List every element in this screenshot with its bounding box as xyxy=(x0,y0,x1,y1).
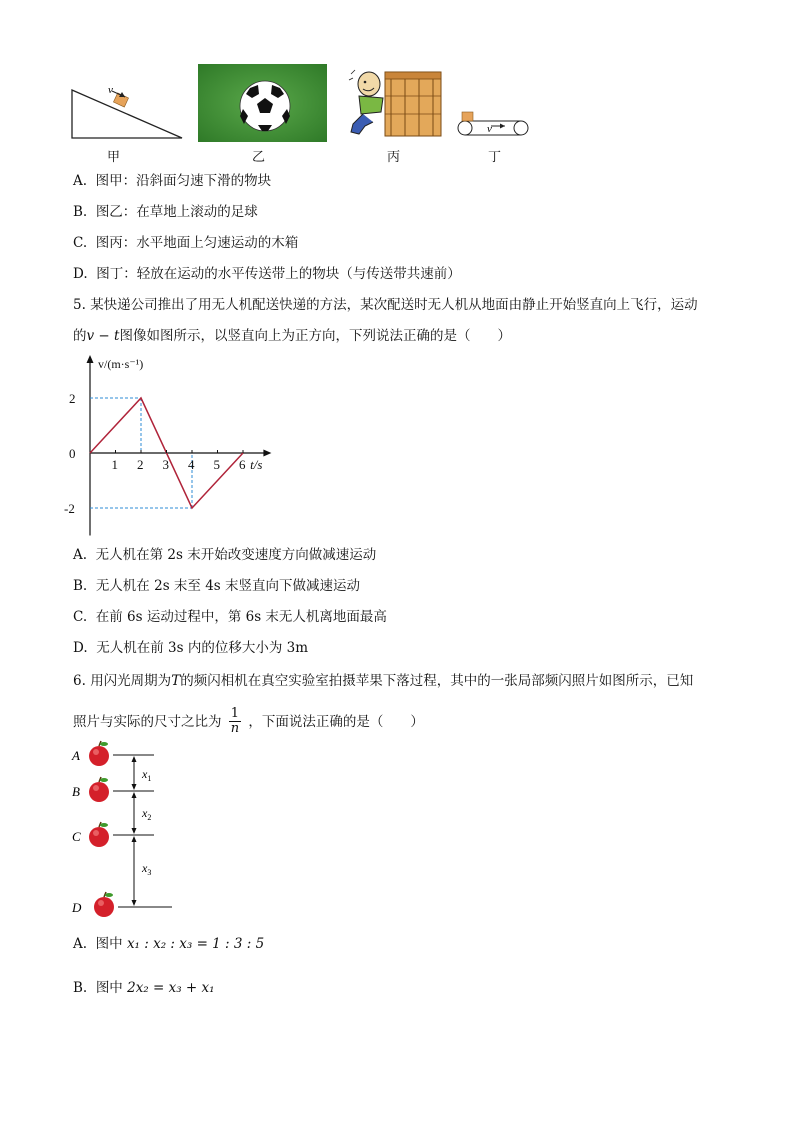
q5-option-c: C. 在前 6s 运动过程中，第 6s 末无人机离地面最高 xyxy=(73,609,387,625)
q4-option-a: A. 图甲：沿斜面匀速下滑的物块 xyxy=(73,173,272,189)
x-tick-label-1: 1 xyxy=(111,457,118,472)
apple-b-icon xyxy=(89,777,109,802)
point-b-label: B xyxy=(72,784,80,799)
x-tick-label-3: 3 xyxy=(162,457,169,472)
y-tick-label-2: 2 xyxy=(69,391,76,406)
figure-jia xyxy=(70,82,190,144)
segment-x1-label: $x_1$ xyxy=(142,767,152,783)
y-axis-title: v/(m·s⁻¹) xyxy=(98,357,144,371)
apple-c-icon xyxy=(89,822,109,847)
apple-strobe-figure xyxy=(66,740,176,920)
x-tick-label-5: 5 xyxy=(213,457,220,472)
q4-option-d: D. 图丁：轻放在运动的水平传送带上的物块（与传送带共速前） xyxy=(73,266,461,282)
q5-stem-line2: 的v − t图像如图所示，以竖直向上为正方向，下列说法正确的是（ ） xyxy=(73,328,511,344)
y-tick-label-neg2: -2 xyxy=(64,501,75,516)
figure-yi-label: 乙 xyxy=(252,150,266,165)
x-tick-label-4: 4 xyxy=(188,457,195,472)
x-tick-label-6: 6 xyxy=(239,457,246,472)
q5-option-b: B. 无人机在 2s 末至 4s 末竖直向下做减速运动 xyxy=(73,578,361,594)
q6-stem-line1: 6. 用闪光周期为T的频闪相机在真空实验室拍摄苹果下落过程，其中的一张局部频闪照片如图所示，已知 xyxy=(73,673,694,689)
figure-ding-label: 丁 xyxy=(488,150,502,165)
ding-v-label: v xyxy=(487,123,492,135)
figure-ding xyxy=(455,110,533,140)
y-tick-label-0: 0 xyxy=(69,446,76,461)
segment-x2-label: $x_2$ xyxy=(142,806,152,822)
x-axis-title: t/s xyxy=(250,457,263,472)
q5-stem-line1: 5. 某快递公司推出了用无人机配送快递的方法，某次配送时无人机从地面由静止开始竖直向上飞行，运动 xyxy=(73,297,698,313)
figure-bing-label: 丙 xyxy=(387,150,401,165)
point-d-label: D xyxy=(72,900,82,915)
apple-a-icon xyxy=(89,741,109,766)
q6-stem-line2: 照片与实际的尺寸之比为 $\frac{1}{n}$ ，下面说法正确的是（ ） xyxy=(73,706,424,736)
segment-x3-label: $x_3$ xyxy=(142,861,152,877)
apple-d-icon xyxy=(94,892,114,917)
q6-option-a: A. 图中 x₁ : x₂ : x₃ = 1 : 3 : 5 xyxy=(73,936,265,952)
point-a-label: A xyxy=(72,748,80,763)
point-c-label: C xyxy=(72,829,81,844)
q5-option-a: A. 无人机在第 2s 末开始改变速度方向做减速运动 xyxy=(73,547,377,563)
y-axis-arrow xyxy=(87,355,94,363)
jia-v-label: v xyxy=(108,84,113,96)
figure-jia-label: 甲 xyxy=(107,150,121,165)
vt-graph xyxy=(60,352,300,536)
q5-option-d: D. 无人机在前 3s 内的位移大小为 3m xyxy=(73,640,309,656)
x-axis-arrow xyxy=(263,450,271,457)
q4-option-b: B. 图乙：在草地上滚动的足球 xyxy=(73,204,258,220)
figure-bing xyxy=(343,64,446,142)
x-tick-label-2: 2 xyxy=(137,457,144,472)
ratio-fraction: $\frac{1}{n}$ xyxy=(230,706,240,736)
q6-option-b: B. 图中 2x₂ = x₃ + x₁ xyxy=(73,980,215,996)
q4-option-c: C. 图丙：水平地面上匀速运动的木箱 xyxy=(73,235,299,251)
figure-yi xyxy=(198,64,327,142)
